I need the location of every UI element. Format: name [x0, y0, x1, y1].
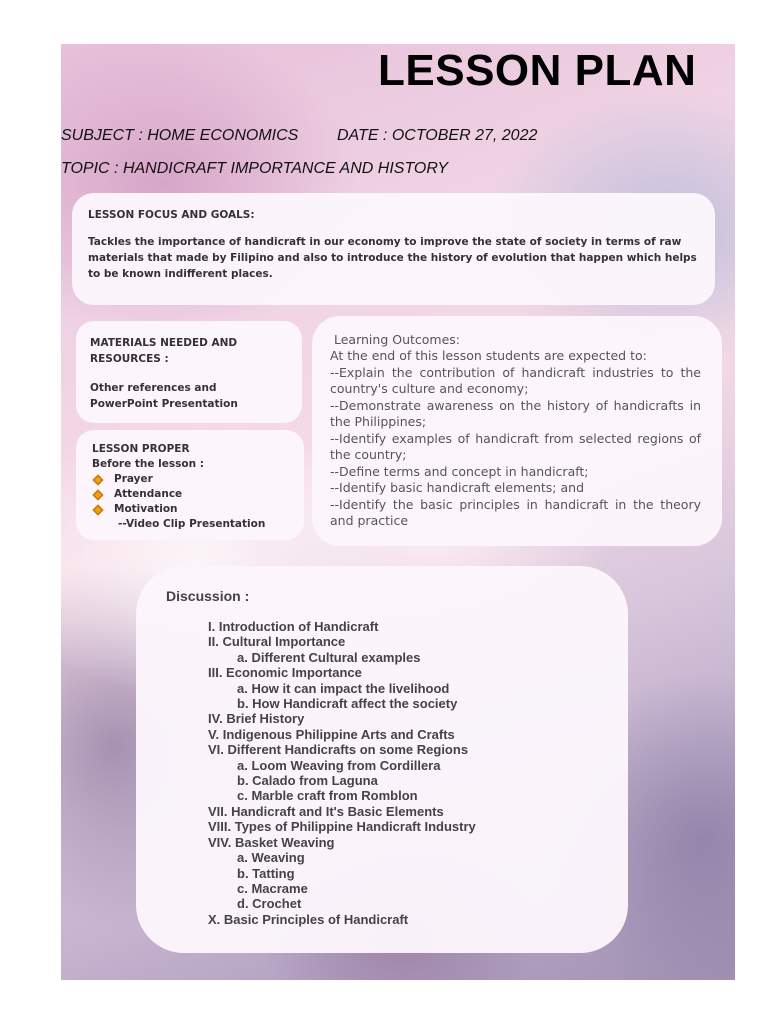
list-item: --Demonstrate awareness on the history of handicrafts in the Philippines;	[330, 397, 701, 429]
lesson-plan-page	[61, 44, 735, 980]
discussion-outline	[166, 619, 628, 927]
lesson-proper-sub-item: --Video Clip Presentation	[118, 518, 266, 530]
list-item: a. Different Cultural examples	[237, 649, 421, 665]
list-item: VI. Different Handicrafts on some Regions	[208, 742, 469, 758]
list-item: Attendance	[92, 487, 290, 502]
materials-card	[76, 321, 302, 423]
learning-outcomes-intro: At the end of this lesson students are expected to:	[330, 348, 647, 363]
goals-heading: LESSON FOCUS AND GOALS:	[88, 209, 255, 221]
list-item: d. Crochet	[237, 896, 302, 912]
page-title: LESSON PLAN	[378, 46, 697, 95]
list-item: VIV. Basket Weaving	[208, 834, 335, 850]
learning-outcomes-card	[312, 316, 722, 546]
list-item: --Define terms and concept in handicraft;	[330, 463, 589, 479]
goals-text: Tackles the importance of handicraft in our economy to improve the state of society in terms of raw materials that made by Filipino and also to introduce the history of evolution that happen which helps to be known indifferent places.	[88, 236, 697, 280]
lesson-proper-heading: LESSON PROPER	[92, 443, 190, 455]
list-item: I. Introduction of Handicraft	[208, 619, 379, 634]
discussion-card	[136, 566, 628, 953]
subject-line: SUBJECT : HOME ECONOMICS	[61, 127, 299, 144]
list-item: a. Loom Weaving from Cordillera	[237, 757, 441, 773]
list-item: b. Calado from Laguna	[237, 773, 378, 789]
diamond-bullet-icon	[92, 474, 103, 485]
list-item: --Identify basic handicraft elements; and	[330, 480, 585, 495]
diamond-bullet-icon	[92, 489, 103, 500]
materials-text: Other references and PowerPoint Presentation	[90, 382, 238, 410]
list-item: --Explain the contribution of handicraft industries to the country's culture and economy;	[330, 364, 701, 396]
list-item: V. Indigenous Philippine Arts and Crafts	[208, 726, 455, 742]
list-item: Prayer	[92, 472, 290, 487]
discussion-heading: Discussion :	[166, 588, 250, 604]
list-item: II. Cultural Importance	[208, 634, 346, 650]
topic-line: TOPIC : HANDICRAFT IMPORTANCE AND HISTORY	[61, 160, 448, 177]
list-item: b. Tatting	[237, 865, 295, 881]
list-item: VIII. Types of Philippine Handicraft Industry	[208, 819, 476, 835]
diamond-bullet-icon	[92, 504, 103, 515]
materials-heading: MATERIALS NEEDED AND RESOURCES :	[90, 337, 238, 365]
list-item: IV. Brief History	[208, 711, 305, 727]
list-item: --Identify the basic principles in handicraft in the theory and practice	[330, 496, 701, 528]
list-item: X. Basic Principles of Handicraft	[208, 911, 409, 927]
list-item: --Identify examples of handicraft from selected regions of the country;	[330, 430, 701, 462]
list-item: a. Weaving	[237, 850, 305, 866]
list-item: c. Marble craft from Romblon	[237, 788, 418, 804]
learning-outcomes-heading: Learning Outcomes:	[334, 332, 461, 347]
list-item: Motivation	[92, 502, 290, 517]
list-item: a. How it can impact the livelihood	[237, 680, 450, 696]
lesson-proper-subheading: Before the lesson :	[92, 458, 204, 470]
list-item: b. How Handicraft affect the society	[237, 696, 458, 712]
list-item: III. Economic Importance	[208, 665, 362, 681]
list-item: c. Macrame	[237, 880, 308, 896]
lesson-proper-card	[76, 430, 304, 540]
list-item: VII. Handicraft and It's Basic Elements	[208, 803, 444, 819]
goals-card	[72, 193, 715, 305]
date-line: DATE : OCTOBER 27, 2022	[337, 127, 538, 144]
